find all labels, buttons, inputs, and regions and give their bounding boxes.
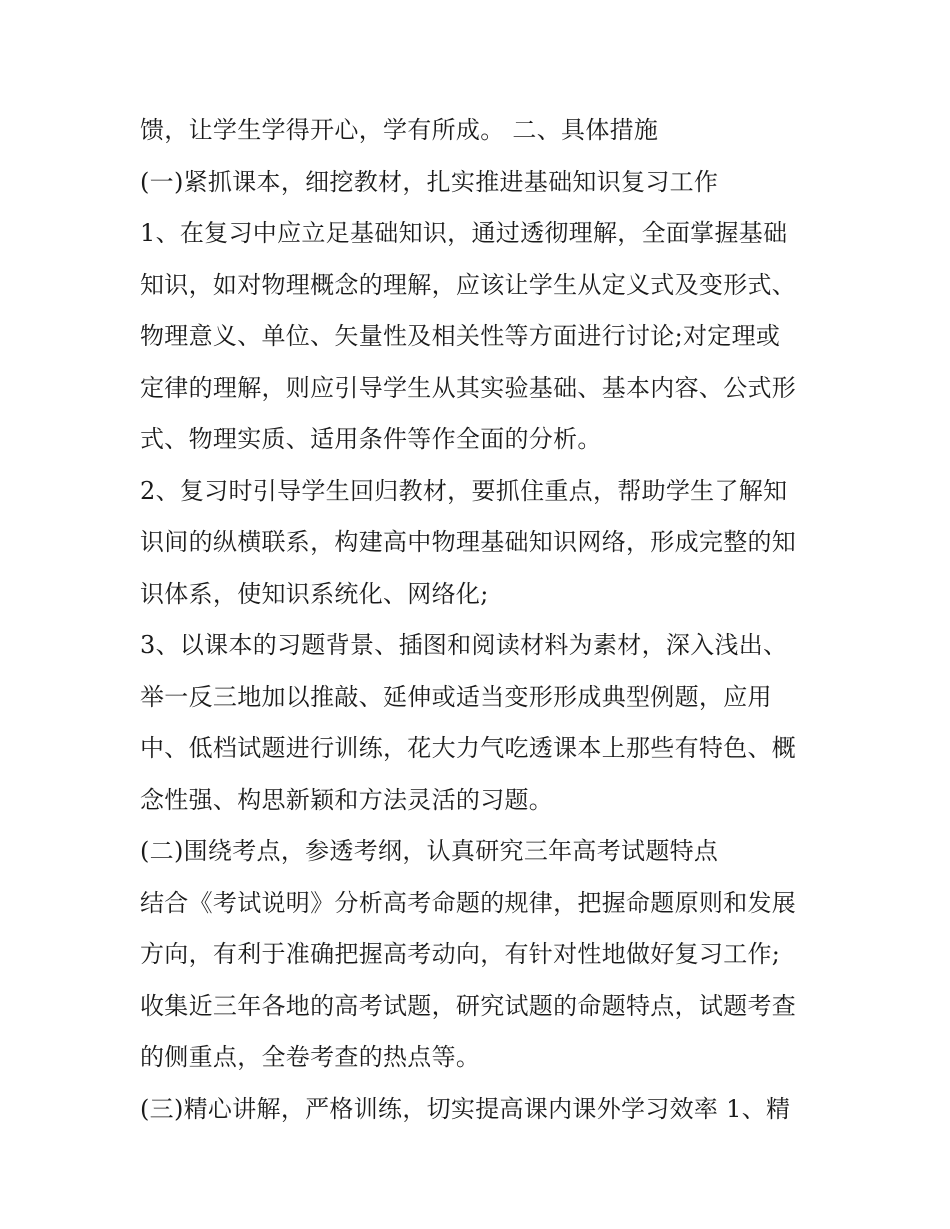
text-line: 举一反三地加以推敲、延伸或适当变形形成典型例题，应用 [140,682,772,711]
text-line: 1、在复习中应立足基础知识，通过透彻理解，全面掌握基础 [140,219,788,247]
text-line: 识体系，使知识系统化、网络化; [140,579,489,608]
text-line: 馈，让学生学得开心，学有所成。 二、具体措施 [140,116,659,144]
text-line: 结合《考试说明》分析高考命题的规律，把握命题原则和发展 [140,888,797,917]
text-line: 定律的理解，则应引导学生从其实验基础、基本内容、公式形 [140,373,797,402]
text-line: 物理意义、单位、矢量性及相关性等方面进行讨论;对定理或 [140,322,781,350]
text-line: 知识，如对物理概念的理解，应该让学生从定义式及变形式、 [140,270,797,299]
text-line: 2、复习时引导学生回归教材，要抓住重点，帮助学生了解知 [140,476,788,505]
section-heading: (二)围绕考点，参透考纲，认真研究三年高考试题特点 [140,837,719,865]
section-heading: (一)紧抓课本，细挖教材，扎实推进基础知识复习工作 [140,167,719,196]
text-line: 3、以课本的习题背景、插图和阅读材料为素材，深入浅出、 [140,631,788,659]
section-heading: (三)精心讲解，严格训练，切实提高课内课外学习效率 1、精 [140,1094,791,1123]
text-line: 收集近三年各地的高考试题，研究试题的命题特点，试题考查 [140,991,797,1020]
text-line: 识间的纵横联系，构建高中物理基础知识网络，形成完整的知 [140,528,797,556]
text-line: 念性强、构思新颖和方法灵活的习题。 [140,785,554,814]
text-line: 方向，有利于准确把握高考动向，有针对性地做好复习工作; [140,940,781,968]
text-line: 中、低档试题进行训练，花大力气吃透课本上那些有特色、概 [140,734,797,762]
document-body [140,105,820,1135]
text-line: 式、物理实质、适用条件等作全面的分析。 [140,425,602,453]
text-line: 的侧重点，全卷考查的热点等。 [140,1043,481,1071]
